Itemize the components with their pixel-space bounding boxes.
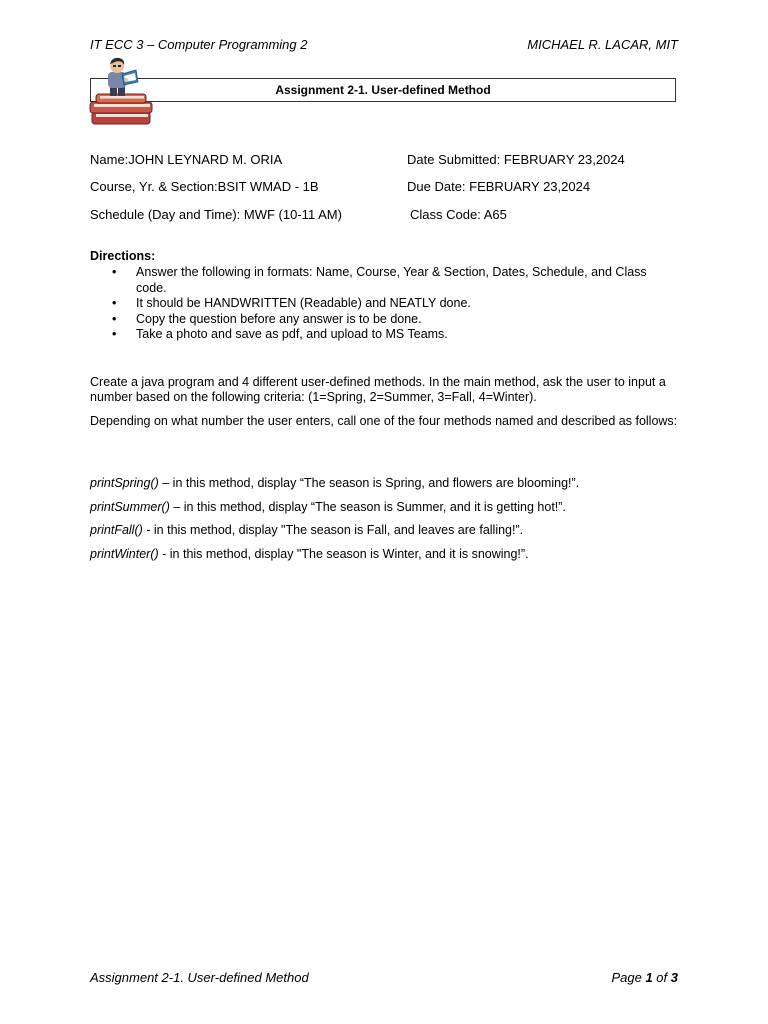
schedule: Schedule (Day and Time): MWF (10-11 AM)	[90, 207, 342, 222]
method-name: printSummer()	[90, 500, 170, 514]
method-fall	[90, 523, 523, 537]
list-item: • Answer the following in formats: Name, Course, Year & Section, Dates, Schedule, and Class code.	[112, 265, 647, 295]
list-item: • Take a photo and save as pdf, and upload to MS Teams.	[112, 327, 448, 342]
method-winter	[90, 547, 529, 561]
student-name: Name:JOHN LEYNARD M. ORIA	[90, 152, 283, 167]
method-description: - in this method, display "The season is Fall, and leaves are falling!”.	[142, 523, 524, 537]
bullet-icon: •	[112, 327, 117, 342]
method-summer	[90, 500, 566, 514]
header-course: IT ECC 3 – Computer Programming 2	[90, 37, 308, 52]
bullet-icon: •	[112, 311, 117, 326]
assignment-title: Assignment 2-1. User-defined Method	[275, 83, 491, 97]
class-code: Class Code: A65	[410, 207, 507, 222]
method-description: – in this method, display “The season is Spring, and flowers are blooming!”.	[158, 476, 580, 490]
course-section: Course, Yr. & Section:BSIT WMAD - 1B	[90, 179, 319, 194]
page-number: Page 1 of 3	[611, 970, 678, 985]
due-date: Due Date: FEBRUARY 23,2024	[407, 179, 591, 194]
method-name: printFall()	[90, 523, 143, 537]
directions-list	[112, 265, 672, 343]
assignment-title-box	[90, 78, 676, 102]
method-description: – in this method, display “The season is Summer, and it is getting hot!”.	[169, 500, 566, 514]
list-item: • It should be HANDWRITTEN (Readable) and NEATLY done.	[112, 296, 471, 311]
method-name: printSpring()	[90, 476, 159, 490]
method-spring	[90, 476, 579, 490]
date-submitted: Date Submitted: FEBRUARY 23,2024	[407, 152, 625, 167]
method-name: printWinter()	[90, 547, 159, 561]
footer-title: Assignment 2-1. User-defined Method	[90, 970, 309, 985]
bullet-icon: •	[112, 296, 117, 311]
bullet-icon: •	[112, 265, 117, 279]
instruction-paragraph: Depending on what number the user enters, call one of the four methods named and described as follows:	[90, 414, 678, 428]
header-instructor: MICHAEL R. LACAR, MIT	[527, 37, 678, 52]
task-paragraph: Create a java program and 4 different user-defined methods. In the main method, ask the user to input a number based on the following criteria: (1=Spring, 2=Summer, 3=Fall, 4=Winter).	[90, 375, 666, 404]
student-reading-icon	[88, 56, 160, 132]
method-description: - in this method, display "The season is Winter, and it is snowing!”.	[158, 547, 529, 561]
list-item: • Copy the question before any answer is to be done.	[112, 311, 422, 326]
directions-heading: Directions:	[90, 249, 156, 263]
